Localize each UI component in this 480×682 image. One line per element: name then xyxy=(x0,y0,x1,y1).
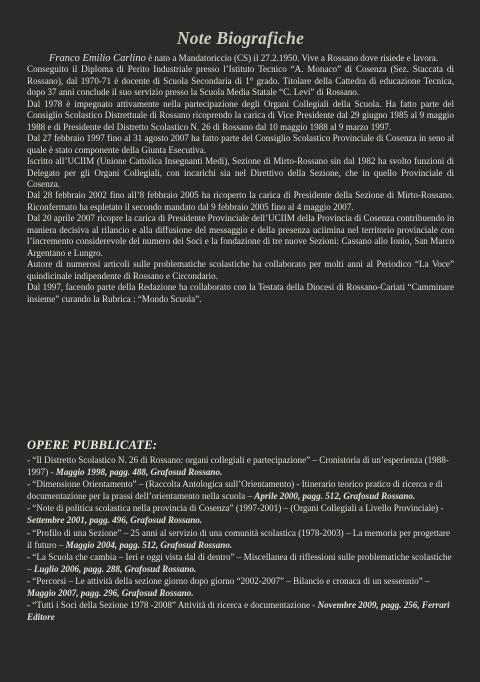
bio-intro xyxy=(27,53,454,64)
work-description: - “Il Distretto Scolastico N. 26 di Rossano: organi collegiali e partecipazione” – Cronistoria di un’esperienza (1988-1997) - xyxy=(27,455,449,478)
list-item xyxy=(27,599,454,623)
list-item xyxy=(27,478,454,502)
bio-paragraph: Dal 20 aprile 2007 ricopre la carica di Presidente Provinciale dell’UCIIM della Provincia di Cosenza contribuendo in maniera decisiva al rilancio e alla diffusione del messaggio e della presenza uciimina nel territorio provinciale con l’incremento considerevole del numero dei Soci e la fondazione di tre nuove Sezioni: Cassano allo Ionio, San Marco Argentano e Lungro. xyxy=(27,213,454,258)
bio-paragraph: Dal 1997, facendo parte della Redazione ha collaborato con la Testata della Diocesi di Rossano-Cariati “Camminare insieme” curando la Rubrica : “Mondo Scuola”. xyxy=(27,282,454,304)
work-publication: Settembre 2001, pagg. 496, Grafosud Rossano. xyxy=(27,515,203,526)
list-item xyxy=(27,575,454,599)
bio-paragraph: Dal 1978 è impegnato attivamente nella partecipazione degli Organi Collegiali della Scuola. Ha fatto parte del Consiglio Scolastico Distrettuale di Rossano ricoprendo la carica di Vice Presidente dal 29 giugno 1985 al 9 maggio 1988 e di Presidente del Distretto Scolastico N. 26 di Rossano dal 10 maggio 1988 al 9 marzo 1997. xyxy=(27,98,454,132)
author-name: Franco Emilio Carlino xyxy=(49,53,146,64)
works-heading: OPERE PUBBLICATE: xyxy=(27,438,158,452)
list-item xyxy=(27,551,454,575)
work-publication: Maggio 1998, pagg. 488, Grafosud Rossano. xyxy=(55,467,223,478)
work-description: - “Note di politica scolastica nella provincia di Cosenza” (1997-2001) – (Organi Collegiali a Livello Provinciale) - xyxy=(27,503,444,514)
work-publication: Luglio 2006, pagg. 288, Grafosud Rossano. xyxy=(33,563,197,574)
list-item xyxy=(27,527,454,551)
work-description: - “Dimensione Orientamento” – (Raccolta Antologica sull’Orientamento) - Itinerario teorico pratico di ricerca e di documentazione per la prassi dell’orientamento nella scuola – xyxy=(27,479,443,502)
page-title: Note Biografiche xyxy=(176,28,305,48)
bio-paragraph: Dal 27 febbraio 1997 fino al 31 agosto 2007 ha fatto parte del Consiglio Scolastico Provinciale di Cosenza in seno al quale è stato componente della Giunta Esecutiva. xyxy=(27,133,454,155)
work-publication: Novembre 2009, pagg. 256, Ferrari Editore xyxy=(27,600,450,623)
work-description: - “Percorsi – Le attività della sezione giorno dopo giorno “2002-2007” – Bilancio e cronaca di un sessennio” – xyxy=(27,575,430,586)
work-description: - “Tutti i Soci della Sezione 1978 -2008” Attività di ricerca e documentazione - xyxy=(27,600,318,611)
work-publication: Aprile 2000, pagg. 512, Grafosud Rossano. xyxy=(254,491,416,502)
bio-paragraph: Dal 28 febbraio 2002 fino all’8 febbraio 2005 ha ricoperto la carica di Presidente della Sezione di Mirto-Rossano. Riconfermato ha espletato il secondo mandato dal 9 febbraio 2005 fino al 4 maggio 2007. xyxy=(27,190,454,212)
work-description: - “Profilo di una Sezione” – 25 anni al servizio di una comunità scolastica (1978-2003) – La memoria per progettare il futuro – xyxy=(27,527,450,550)
bio-paragraph: Iscritto all’UCIIM (Unione Cattolica Insegnanti Medi), Sezione di Mirto-Rossano sin dal 1982 ha svolto funzioni di Delegato per gli Organi Collegiali, con incarichi sia nel Direttivo della Sezione, che in quello Provinciale di Cosenza. xyxy=(27,156,454,189)
bio-paragraph: Conseguito il Diploma di Perito Industriale presso l’Istituto Tecnico “A. Monaco” di Cosenza (Sez. Staccata di Rossano), dal 1970-71 è docente di Scuola Secondaria di 1° grado. Titolare della Cattedra di educazione Tecnica, dopo 37 anni conclude il suo servizio presso la Scuola Media Statale “C. Levi” di Rossano. xyxy=(27,64,454,98)
work-description: - “La Scuola che cambia – Ieri e oggi vista dal di dentro” – Miscellanea di riflessioni sulle problematiche scolastiche – xyxy=(27,551,452,574)
work-publication: Maggio 2004, pagg. 512, Grafosud Rossano. xyxy=(65,539,233,550)
bio-intro-text: è nato a Mandatoriccio (CS) il 27.2.1950. Vive a Rossano dove risiede e lavora. xyxy=(145,53,439,63)
bio-paragraph: Autore di numerosi articoli sulle problematiche scolastiche ha collaborato per molti anni al Periodico “La Voce” quindicinale indipendente di Rossano e Circondario. xyxy=(27,259,454,281)
list-item xyxy=(27,454,454,478)
biography-text xyxy=(27,53,454,305)
list-item xyxy=(27,502,454,526)
works-list xyxy=(27,454,454,623)
work-publication: Maggio 2007, pagg. 296, Grafosud Rossano. xyxy=(27,588,194,599)
